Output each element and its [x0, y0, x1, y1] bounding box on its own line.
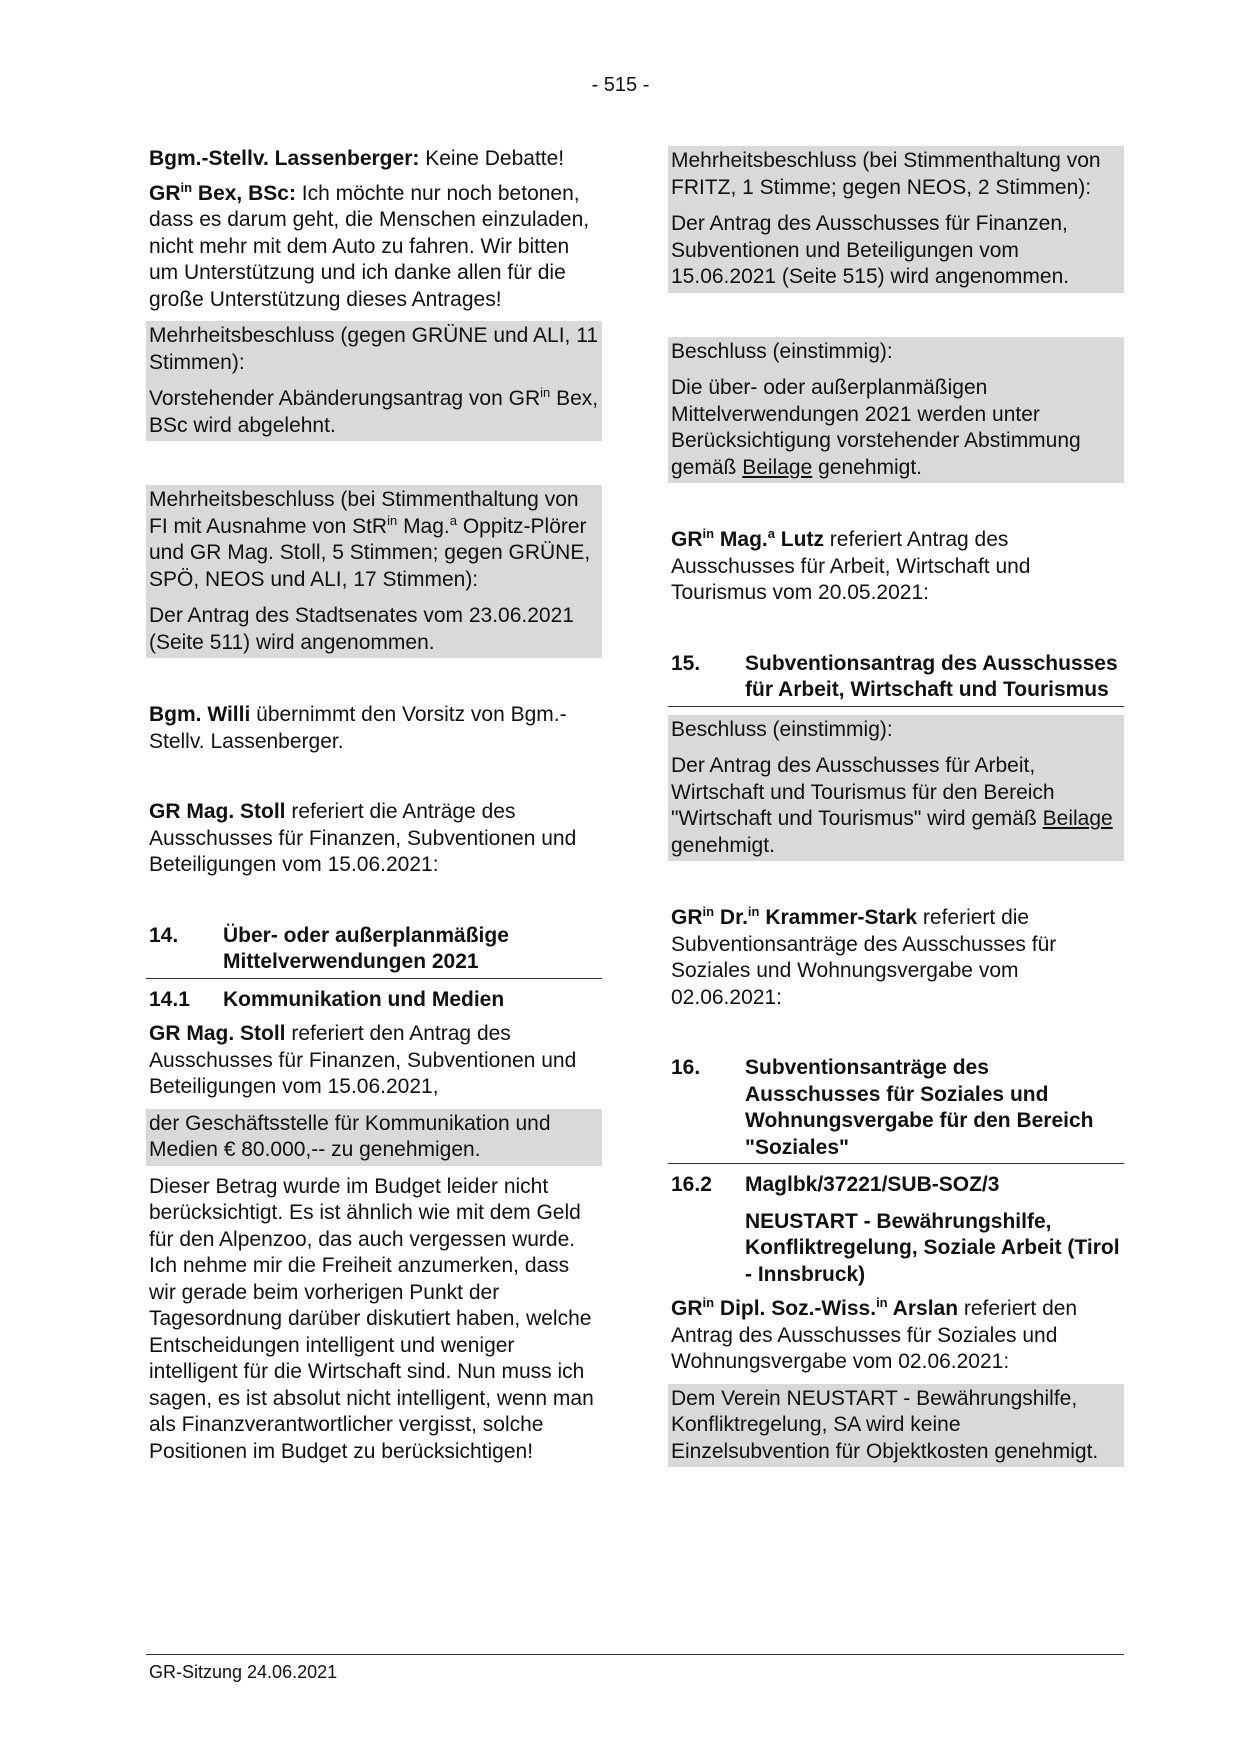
- speech-bex: $GR^{in}$ Bex, BSc: Ich möchte nur noch betonen, dass es darum geht, die Menschen einzuladen, nicht mehr mit dem Auto zu fahren. Wir bitten um Unterstützung und ich danke allen für die große Unterstützung dieses Antrages!: [149, 179, 590, 311]
- footer-divider: [146, 1654, 1124, 1655]
- resolution-box: Beschluss (einstimmig): Der Antrag des Ausschusses für Arbeit, Wirtschaft und Tourismus für den Bereich "Wirtschaft und Tourismus" wird gemäß Beilage genehmigt.: [668, 715, 1124, 862]
- report-stoll: GR Mag. Stoll referiert die Anträge des Ausschusses für Finanzen, Subventionen und Beteiligungen vom 15.06.2021:: [149, 800, 577, 876]
- beilage-link[interactable]: Beilage: [742, 455, 813, 479]
- page-number: - 515 -: [591, 74, 650, 96]
- resolution-box: Mehrheitsbeschluss (gegen GRÜNE und ALI, 11 Stimmen): Vorstehender Abänderungsantrag von $GR^{in}$ Bex, BSc wird abgelehnt.: [146, 321, 602, 441]
- report-arslan: $GR^{in}$ Dipl. Soz.-Wiss.$^{in}$ Arslan referiert den Antrag des Ausschusses für Soziales und Wohnungsvergabe vom 02.06.2021:: [671, 1295, 1078, 1373]
- section-heading-15: 15. Subventionsantrag des Ausschusses für Arbeit, Wirtschaft und Tourismus: [668, 651, 1124, 707]
- report-krammer-stark: $GR^{in}$ Dr.$^{in}$ Krammer-Stark referiert die Subventionsanträge des Ausschusses für Soziales und Wohnungsvergabe vom 02.06.2021:: [671, 904, 1057, 1009]
- report-lutz: $GR^{in}$ Mag.$^a$ Lutz referiert Antrag des Ausschusses für Arbeit, Wirtschaft und Tourismus vom 20.05.2021:: [671, 526, 1031, 604]
- resolution-box: Mehrheitsbeschluss (bei Stimmenthaltung von FI mit Ausnahme von StR$^{in}$ Mag.$^a$ Oppitz-Plörer und GR Mag. Stoll, 5 Stimmen; gegen GRÜNE, SPÖ, NEOS und ALI, 17 Stimmen): Der Antrag des Stadtsenates vom 23.06.2021 (Seite 511) wird angenommen.: [146, 485, 602, 658]
- report-stoll-2: GR Mag. Stoll referiert den Antrag des Ausschusses für Finanzen, Subventionen und Beteiligungen vom 15.06.2021,: [149, 1022, 577, 1098]
- resolution-box: Mehrheitsbeschluss (bei Stimmenthaltung von FRITZ, 1 Stimme; gegen NEOS, 2 Stimmen): Der Antrag des Ausschusses für Finanzen, Subventionen und Beteiligungen vom 15.06.2021 (Seite 515) wird angenommen.: [668, 146, 1124, 293]
- motion-box: Dem Verein NEUSTART - Bewährungshilfe, Konfliktregelung, SA wird keine Einzelsubvention für Objektkosten genehmigt.: [668, 1384, 1124, 1468]
- resolution-box: Beschluss (einstimmig): Die über- oder außerplanmäßigen Mittelverwendungen 2021 werden unter Berücksichtigung vorstehender Abstimmung gemäß Beilage genehmigt.: [668, 337, 1124, 484]
- chair-change-note: Bgm. Willi übernimmt den Vorsitz von Bgm.-Stellv. Lassenberger.: [149, 703, 567, 753]
- speech-lassenberger: Bgm.-Stellv. Lassenberger: Keine Debatte!: [149, 147, 565, 170]
- right-column: [668, 146, 1124, 1475]
- section-heading-16: 16. Subventionsanträge des Ausschusses für Soziales und Wohnungsvergabe für den Bereich "Soziales": [668, 1055, 1124, 1164]
- speech-stoll: Dieser Betrag wurde im Budget leider nicht berücksichtigt. Es ist ähnlich wie mit dem Geld für den Alpenzoo, das auch vergessen wurde. Ich nehme mir die Freiheit anzumerken, dass wir gerade beim vorherigen Punkt der Tagesordnung darüber diskutiert haben, welche Entscheidungen intelligent und weniger intelligent für die Wirtschaft sind. Nun muss ich sagen, es ist absolut nicht intelligent, wenn man als Finanzverantwortlicher vergisst, solche Positionen im Budget zu berücksichtigen!: [149, 1174, 594, 1463]
- left-column: [146, 146, 602, 1473]
- footer-text: GR-Sitzung 24.06.2021: [149, 1662, 338, 1682]
- section-heading-14-1: 14.1 Kommunikation und Medien: [149, 987, 505, 1011]
- section-heading-16-2: 16.2 Maglbk/37221/SUB-SOZ/3 NEUSTART - Bewährungshilfe, Konfliktregelung, Soziale Arbeit (Tirol - Innsbruck): [671, 1173, 1120, 1286]
- section-heading-14: 14. Über- oder außerplanmäßige Mittelverwendungen 2021: [146, 923, 602, 979]
- motion-box: der Geschäftsstelle für Kommunikation und Medien € 80.000,-- zu genehmigen.: [146, 1109, 602, 1166]
- beilage-link[interactable]: Beilage: [1042, 807, 1113, 830]
